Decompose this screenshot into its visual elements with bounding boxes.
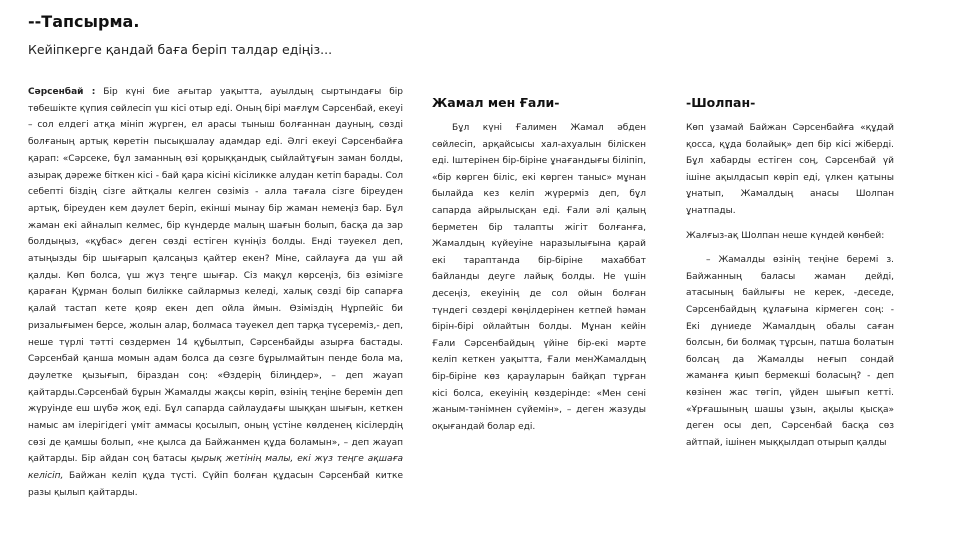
page-title: --Тапсырма. <box>28 12 140 31</box>
jamal-gali-column <box>432 96 646 443</box>
jamal-gali-paragraph: Бұл күні Ғалимен Жамал әбден сөйлесіп, арқайсысы хал-ахуалын біліскен еді. Іштерінен бір-біріне ұнағандығы біліпіп, «бір көрген біліс, екі көрген таныс» мұнан былайда кез келіп жүрерміз деп, бұл сапарда айрылысқан еді. Ғали әлі қалың берметен бір талапты жігіт болғанға, Жамалдың күйеуіне наразылығына қарай екі тараптанда бір-біріне махаббат байланды деуге лайық болды. Не үшін десеңіз, екеуінің де сол ойын болған түндегі сөздері көңілдерінен кетпей һәман бірін-бірі ойлайтын болды. Мұнан кейін Ғали Сәрсенбайдың үйіне бір-екі мәрте келіп кеткен уақытта, Ғали менЖамалдың бір-бірінe көз қарауларын байқап тұрған кісі болса, екеуінің көздерінде: «Мен сені жаным-тәнімнен сүйемін», – деген жазуды оқығандай болар еді. <box>432 123 646 432</box>
jamal-gali-heading: Жамал мен Ғали- <box>432 95 560 110</box>
sholpan-heading: -Шолпан- <box>686 95 756 110</box>
character-name-sarsenbai: Сәрсенбай : <box>28 87 96 97</box>
sarsenbai-paragraph <box>28 84 403 502</box>
sarsenbai-column <box>28 84 403 510</box>
sarsenbai-text-a: Бір күні бие ағытар уақытта, ауылдың сыртындағы бір төбешікте қүпия сөйлесіп үш кісі отыр еді. Оның бірі мағлұм Сәрсенбай, екеуі – сол елдегі атқа мініп жүрген, ел арасы тыныш болғаннан дауның, сөзді болғаның артық көретін пысықшалау адамдар еді. Әлгі екеуі Сәрсенбайға қарап: «Сәрсеке, бұл заманның өзі қорыққандық сыйлайтұғын заман болды, азырақ дәреже біткен кісі - бай қара кісіні кісіликке алудан кетіп барады. Сол себепті біздің сізге айтқалы келген сөзіміз - алла тағала сізге біреуден артық, біреуден кем дәулет беріп, екінші мынау бір жаман немеңіз бар. Бұл жаман екі айналып келмес, бір күндерде малың шағын болып, басқа да зар болдыңыз, «құбас» деген сөзді естіген күніңіз болды. Енді тәуекел деп, атыңызды бір шығарып қалсаңыз қайтер екен? Міне, сайлауға да үш ай қалды. Көп болса, үш жүз теңге шығар. Сіз мақұл көрсеңіз, біз өзімізге қараған Құрман болып билікке сайлармыз келеді, халық сөзді бір сапарға қалай тастап кете қояр екен деп ойла ймын. Өзіміздің Нұрпейіс би ризалығымен берсе, жолын алар, болмаса тәуекел деп тарқа түсереміз,- деп, неше түрлі тәтті сөздермен 14 құбылтып, Сәрсенбайды азырға бастады. Сәрсенбай қанша момын адам болса да сөзге бұрылмайтын пенде бола ма, дәулетке қызығып, біраздан соң: «Өздерің білиңдер», – деп жауап қайтарды.Сәрсенбай бұрын Жамалды жақсы көріп, өзінің теңіне беремін деп жүруінде еш шүбә жоқ еді. Бұл сапарда сайлаудағы шыққан шығын, кеткен намыс ам ілерігідегі үміт аммасы қосылып, оның үстіне көлденең кісілердің сөзі де қамшы болып, «не қылса да Байжанмен құда боламын», – деп жауап қайтарды. Бір айдан соң батасы <box>28 87 403 465</box>
sarsenbai-text-b: Байжан келіп құда түсті. Сүйіп болған құдасын Сәрсенбай китке разы қылып қайтарды. <box>28 471 403 498</box>
sholpan-paragraph-2: Жалғыз-ақ Шолпан неше күндей көнбей: <box>686 230 885 241</box>
sholpan-paragraph-3: – Жамалды өзінің теңіне беремі з. Байжанның баласы жаман дейді, атасының байлығы не керек, -деседе, Сәрсенбайдың құлағына кірмеген соң: - Екі дүниеде Жамалдың обалы саған болсын, би болмақ тұрсын, патша болатын болсаң да Жамалды неғып сондай жаманға қиып бермекші боласың? - деп көзінен жас төгіп, үйден шығып кетті. «Ұрғашының шашы ұзын, ақылы қысқа» деген осы деп, Сәрсенбай басқа сөз айтпай, ішінен мыққылдап отырып қалды <box>686 255 894 448</box>
sarsenbai-italic-text: қырық жетінің малы, екі жүз теңге ақшаға келісіп, <box>28 454 403 482</box>
sholpan-paragraph-1: Көп ұзамай Байжан Сәрсенбайға «құдай қосса, құда болайық» деп бір кісі жіберді. Бұл хабарды естіген соң, Сәрсенбай үй ішіне ақылдасып көріп еді, үлкен қатыны ұнатып, Жамалдың анасы Шолпан ұнатпады. <box>686 123 894 216</box>
sholpan-column <box>686 96 894 459</box>
task-question: Кейіпкерге қандай баға беріп талдар едіңіз... <box>28 42 333 57</box>
